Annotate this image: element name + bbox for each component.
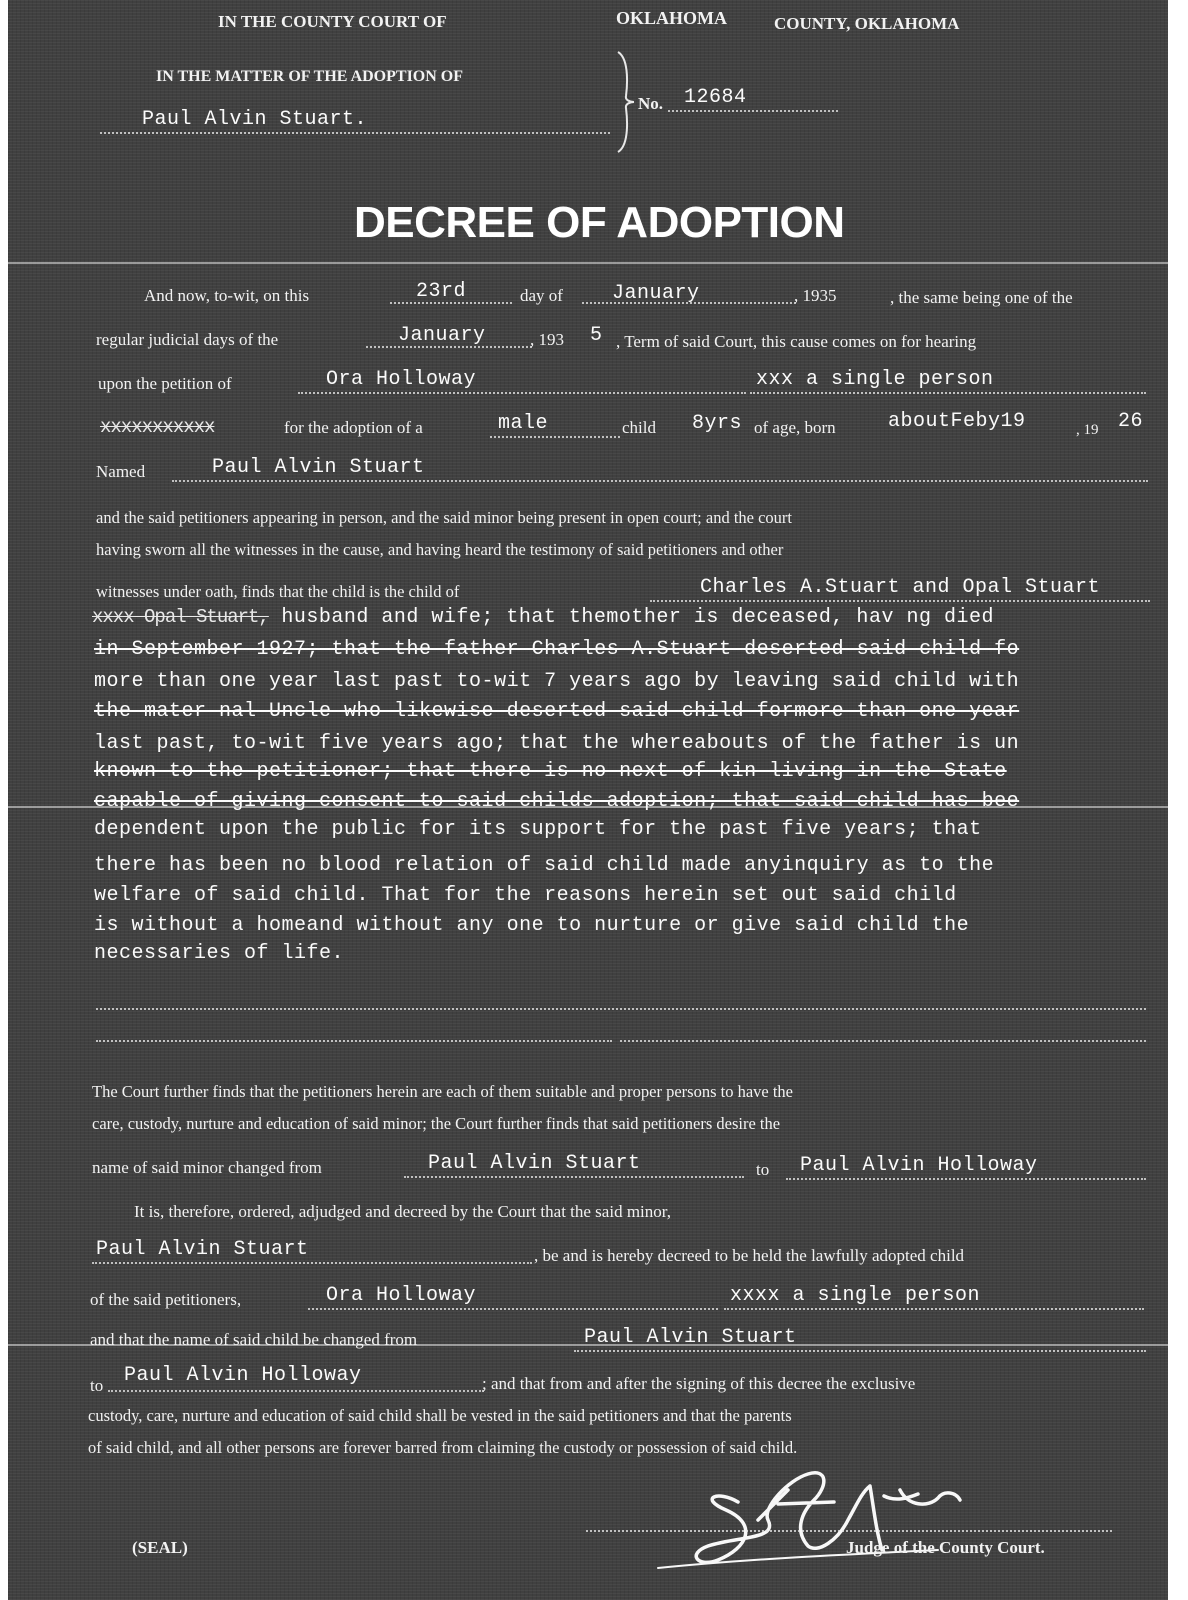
intro-day: 23rd [416, 280, 467, 303]
court-state: COUNTY, OKLAHOMA [774, 14, 960, 33]
order-line-1: It is, therefore, ordered, adjudged and decreed by the Court that the said minor, [134, 1202, 671, 1221]
order-line-5b: ; and that from and after the signing of this decree the exclusive [482, 1374, 916, 1393]
further-from-name: Paul Alvin Stuart [428, 1152, 641, 1175]
term-month-line [366, 346, 532, 348]
intro-text-1c: , the same being one of the [890, 288, 1073, 307]
order-line-2b: , be and is hereby decreed to be held the lawfully adopted child [534, 1246, 965, 1265]
blank-line-1 [96, 1008, 1146, 1010]
child-age: 8yrs [692, 412, 743, 435]
typed-line-4: the mater nal Uncle who likewise deserted said child formore than one year [94, 700, 1020, 723]
typed-line-1 [92, 606, 994, 629]
child-sex: male [498, 412, 549, 435]
typed-line-10: welfare of said child. That for the reasons herein set out said child [94, 884, 957, 907]
parents-names: Charles A.Stuart and Opal Stuart [700, 576, 1101, 599]
order-to-name: Paul Alvin Holloway [124, 1364, 362, 1387]
term-month: January [398, 324, 486, 347]
order-to-line [108, 1390, 484, 1392]
findings-line-3: witnesses under oath, finds that the child is the child of [96, 582, 460, 601]
blank-line-2a [96, 1040, 612, 1042]
judge-label: Judge of the County Court. [846, 1538, 1045, 1557]
born-year: 26 [1118, 410, 1144, 433]
matter-label: IN THE MATTER OF THE ADOPTION OF [156, 68, 464, 85]
born-date: aboutFeby19 [888, 410, 1026, 433]
decree-document [8, 0, 1168, 1600]
order-status-line [724, 1308, 1144, 1310]
intro-month: January [612, 282, 700, 305]
typed-line-8: dependent upon the public for its support for the past five years; that [94, 818, 982, 841]
intro-petitioner: Ora Holloway [326, 368, 477, 391]
order-line-3a: of the said petitioners, [90, 1290, 242, 1309]
intro-petitioner-status: xxx a single person [756, 368, 994, 391]
order-line-7: of said child, and all other persons are forever barred from claiming the custody or possession of said child. [88, 1438, 798, 1457]
typed-line-6: known to the petitioner; that there is no next of kin living in the State [94, 760, 1007, 783]
court-county: OKLAHOMA [616, 8, 727, 28]
minor-line [92, 1262, 532, 1264]
term-year-digit: 5 [590, 324, 603, 347]
intro-text-4a: for the adoption of a [284, 418, 423, 437]
judge-signature [638, 1450, 998, 1580]
intro-text-1a: And now, to-wit, on this [144, 286, 310, 305]
parents-line [650, 600, 1150, 602]
named-label: Named [96, 462, 146, 481]
court-prefix: IN THE COUNTY COURT OF [218, 12, 447, 31]
from-name-line [404, 1176, 744, 1178]
typed-line-11: is without a homeand without any one to nurture or give said child the [94, 914, 970, 937]
blank-line-2b [620, 1040, 1146, 1042]
intro-year: , 1935 [794, 286, 837, 305]
case-no: 12684 [684, 86, 747, 109]
findings-line-2: having sworn all the witnesses in the cause, and having heard the testimony of said petitioners and other [96, 540, 784, 559]
order-line-4a: and that the name of said child be changed from [90, 1330, 418, 1349]
intro-text-2a: regular judicial days of the [96, 330, 279, 349]
order-line-5a: to [90, 1376, 104, 1395]
further-line-3a: name of said minor changed from [92, 1158, 322, 1177]
brace-icon [614, 50, 638, 154]
typed-line-12: necessaries of life. [94, 942, 345, 965]
order-line-6: custody, care, nurture and education of said child shall be vested in the said petitioners and that the parents [88, 1406, 792, 1425]
month-line [582, 302, 796, 304]
intro-text-4b: child [622, 418, 656, 437]
case-no-line [668, 110, 838, 112]
case-no-label: No. [638, 94, 664, 113]
fold-line-top [8, 262, 1168, 264]
typed-line-3: more than one year last past to-wit 7 years ago by leaving said child with [94, 670, 1020, 693]
crossed-out-word: xxxxxxxxxxx [100, 416, 215, 438]
further-line-1: The Court further finds that the petitioners herein are each of them suitable and proper persons to have the [92, 1082, 794, 1101]
sex-line [490, 436, 620, 438]
order-from-name: Paul Alvin Stuart [584, 1326, 797, 1349]
order-petitioner-status: xxxx a single person [730, 1284, 981, 1307]
day-line [390, 302, 512, 304]
petitioner-line [298, 392, 746, 394]
born-year-prefix: , 19 [1076, 422, 1099, 438]
named-line [172, 480, 1148, 482]
intro-text-4c: of age, born [754, 418, 836, 437]
order-petitioner-line [308, 1308, 718, 1310]
typed-line-9: there has been no blood relation of said child made anyinquiry as to the [94, 854, 995, 877]
intro-text-2b: , Term of said Court, this cause comes on for hearing [616, 332, 977, 351]
typed-line-2: in September 1927; that the father Charles A.Stuart deserted said child fo [94, 638, 1020, 661]
typed-line-5: last past, to-wit five years ago; that the whereabouts of the father is un [94, 732, 1020, 755]
seal-label: (SEAL) [132, 1538, 188, 1557]
to-name-line [786, 1178, 1146, 1180]
order-minor: Paul Alvin Stuart [96, 1238, 309, 1261]
order-petitioner: Ora Holloway [326, 1284, 477, 1307]
document-title: DECREE OF ADOPTION [354, 198, 845, 247]
intro-text-1b: day of [520, 286, 563, 305]
typed-crossed-text: xxxx Opal Stuart, [92, 606, 269, 628]
term-year-prefix: , 193 [530, 330, 564, 349]
matter-name: Paul Alvin Stuart. [142, 108, 368, 131]
typed-text: husband and wife; that themother is deceased, hav ng died [268, 606, 994, 629]
typed-line-7: capable of giving consent to said childs adoption; that said child has bee [94, 790, 1020, 813]
petitioner-status-line [750, 392, 1146, 394]
further-to-name: Paul Alvin Holloway [800, 1154, 1038, 1177]
matter-name-line [100, 132, 610, 134]
intro-text-3a: upon the petition of [98, 374, 232, 393]
findings-line-1: and the said petitioners appearing in person, and the said minor being present in open court; and the court [96, 508, 793, 527]
further-line-2: care, custody, nurture and education of said minor; the Court further finds that said petitioners desire the [92, 1114, 781, 1133]
named-value: Paul Alvin Stuart [212, 456, 425, 479]
order-from-line [574, 1350, 1146, 1352]
signature-line [586, 1530, 1112, 1532]
further-line-3b: to [756, 1160, 770, 1179]
